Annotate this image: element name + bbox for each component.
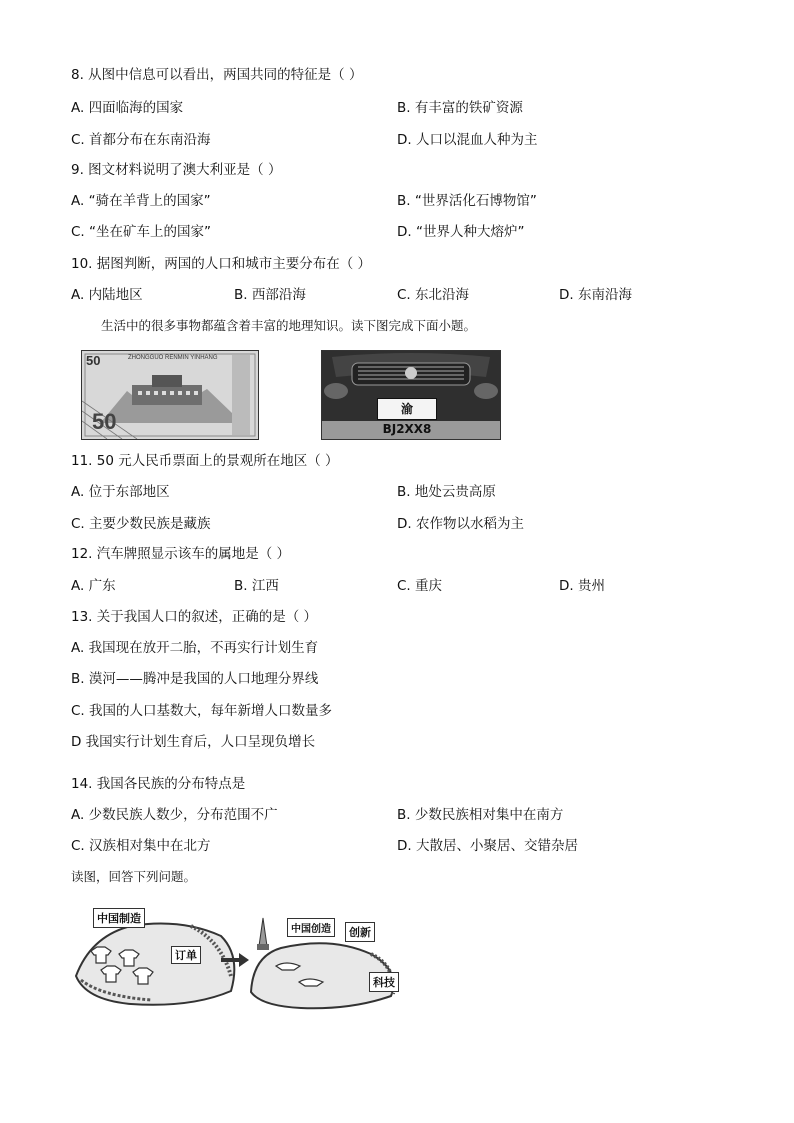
q11-option-a[interactable]: A. 位于东部地区 [71, 484, 170, 500]
label-created-in-china: 中国创造 [287, 918, 335, 937]
q11-option-c[interactable]: C. 主要少数民族是藏族 [71, 516, 211, 532]
label-order: 订单 [171, 946, 201, 964]
q9-option-c[interactable]: C. “坐在矿车上的国家” [71, 224, 211, 240]
license-plate: 渝BJ2XX8 [377, 398, 437, 420]
banknote-corner-value: 50 [86, 353, 101, 368]
q8-option-b[interactable]: B. 有丰富的铁矿资源 [397, 100, 523, 116]
banknote-image [81, 350, 259, 440]
q10-option-b[interactable]: B. 西部沿海 [234, 287, 306, 303]
banknote-header: ZHONGGUO RENMIN YINHANG [128, 355, 218, 361]
made-to-created-cartoon [71, 896, 411, 1014]
q10-option-a[interactable]: A. 内陆地区 [71, 287, 143, 303]
q8-option-d[interactable]: D. 人口以混血人种为主 [397, 132, 538, 148]
car-plate-image [321, 350, 501, 440]
section-intro-1: 生活中的很多事物都蕴含着丰富的地理知识。读下图完成下面小题。 [101, 318, 477, 333]
q10-option-c[interactable]: C. 东北沿海 [397, 287, 470, 303]
section-intro-2: 读图，回答下列问题。 [71, 869, 197, 884]
q9-option-b[interactable]: B. “世界活化石博物馆” [397, 193, 537, 209]
q11-stem: 11. 50 元人民币票面上的景观所在地区（ ） [71, 453, 339, 469]
q11-option-b[interactable]: B. 地处云贵高原 [397, 484, 496, 500]
q12-option-a[interactable]: A. 广东 [71, 578, 116, 594]
q14-option-a[interactable]: A. 少数民族人数少，分布范围不广 [71, 807, 278, 823]
q13-stem: 13. 关于我国人口的叙述，正确的是（ ） [71, 609, 318, 625]
q9-option-d[interactable]: D. “世界人种大熔炉” [397, 224, 525, 240]
q9-stem: 9. 图文材料说明了澳大利亚是（ ） [71, 162, 282, 178]
q14-option-b[interactable]: B. 少数民族相对集中在南方 [397, 807, 564, 823]
q8-stem: 8. 从图中信息可以看出，两国共同的特征是（ ） [71, 67, 363, 83]
q12-stem: 12. 汽车牌照显示该车的属地是（ ） [71, 546, 291, 562]
q8-option-c[interactable]: C. 首都分布在东南沿海 [71, 132, 211, 148]
label-innovation: 创新 [345, 922, 375, 942]
banknote-large-value: 50 [92, 409, 117, 434]
q13-option-b[interactable]: B. 漠河——腾冲是我国的人口地理分界线 [71, 671, 319, 687]
q10-stem: 10. 据图判断，两国的人口和城市主要分布在（ ） [71, 256, 372, 272]
q13-option-c[interactable]: C. 我国的人口基数大，每年新增人口数量多 [71, 703, 333, 719]
q12-option-d[interactable]: D. 贵州 [559, 578, 605, 594]
q10-option-d[interactable]: D. 东南沿海 [559, 287, 632, 303]
q9-option-a[interactable]: A. “骑在羊背上的国家” [71, 193, 211, 209]
q8-option-a[interactable]: A. 四面临海的国家 [71, 100, 184, 116]
q12-option-c[interactable]: C. 重庆 [397, 578, 443, 594]
q12-option-b[interactable]: B. 江西 [234, 578, 279, 594]
q13-option-d[interactable]: D 我国实行计划生育后，人口呈现负增长 [71, 734, 316, 750]
label-made-in-china: 中国制造 [93, 908, 145, 928]
q14-option-d[interactable]: D. 大散居、小聚居、交错杂居 [397, 838, 578, 854]
q13-option-a[interactable]: A. 我国现在放开二胎，不再实行计划生育 [71, 640, 319, 656]
q11-option-d[interactable]: D. 农作物以水稻为主 [397, 516, 524, 532]
q14-stem: 14. 我国各民族的分布特点是 [71, 776, 246, 792]
q14-option-c[interactable]: C. 汉族相对集中在北方 [71, 838, 211, 854]
label-technology: 科技 [369, 972, 399, 992]
